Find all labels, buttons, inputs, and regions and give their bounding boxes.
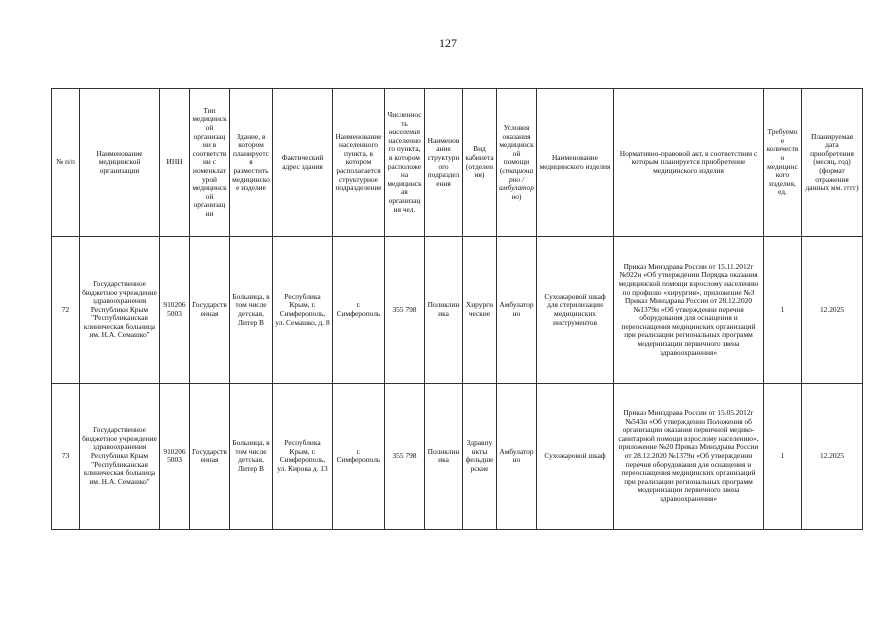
header-settlement: Наименование населенного пункта, в котором располагается структурное подразделение: [333, 89, 385, 237]
cell-legal-act: Приказ Минздрава России от 15.11.2012г №922н «Об утверждении Порядка оказания медицинской помощи взрослому населению по профилю «хирургия», приложение №3 Приказ Минздрава России от 28.12.2020 №1379н «Об утверждении перечня оборудования для оснащения и переоснащения медицинских организаций при реализации региональных программ модернизации первичного звена здравоохранения»: [614, 237, 764, 383]
header-building: Здание, в котором планируется разместить медицинское изделие: [230, 89, 273, 237]
cell-conditions: Амбулаторно: [497, 237, 537, 383]
header-address: Фактический адрес здания: [273, 89, 333, 237]
table-row: [52, 383, 863, 529]
table-header-row: [52, 89, 863, 237]
cell-settlement: г. Симферополь: [333, 237, 385, 383]
header-org-type: Тип медицинской организации в соответствии с номенклатурой медицинской организации: [190, 89, 230, 237]
cell-inn: 9102065003: [160, 237, 190, 383]
header-legal-act: Нормативно-правовой акт, в соответствии с которым планируется приобретение медицинского изделия: [614, 89, 764, 237]
header-quantity: Требуемое количество медицинского изделия, ед.: [764, 89, 802, 237]
cell-quantity: 1: [764, 237, 802, 383]
cell-date: 12.2025: [802, 237, 863, 383]
cell-num: 73: [52, 383, 80, 529]
cell-conditions: Амбулаторно: [497, 383, 537, 529]
header-population-b: населения: [388, 127, 421, 137]
header-inn: ИНН: [160, 89, 190, 237]
table-row: [52, 237, 863, 383]
header-num: № п/п: [52, 89, 80, 237]
cell-org-type: Государственная: [190, 237, 230, 383]
equipment-table: [51, 88, 863, 530]
cell-num: 72: [52, 237, 80, 383]
cell-org-type: Государственная: [190, 383, 230, 529]
cell-department: Поликлиника: [425, 383, 463, 529]
cell-address: Республика Крым, г. Симферополь, ул. Кирова д. 13: [273, 383, 333, 529]
header-population: [385, 89, 425, 237]
header-population-c: населенного пункта, в котором расположена медицинская организация чел.: [387, 135, 422, 214]
cell-population: 355 798: [385, 383, 425, 529]
cell-org-name: Государственное бюджетное учреждение здравоохранения Республики Крым "Республиканская клиническая больница им. Н.А. Семашко": [80, 383, 160, 529]
cell-org-name: Государственное бюджетное учреждение здравоохранения Республики Крым "Республиканская клиническая больница им. Н.А. Семашко": [80, 237, 160, 383]
header-conditions-a: Условия оказания медицинской помощи (: [499, 122, 534, 175]
header-conditions-c: ): [518, 191, 522, 201]
cell-legal-act: Приказ Минздрава России от 15.05.2012г №543н «Об утверждении Положения об организации оказания первичной медико-санитарной помощи взрослому населению», приложение №20 Приказ Минздрава России от 28.12.2020 №1379н «Об утверждении перечня оборудования для оснащения и переоснащения медицинских организаций при реализации региональных программ модернизации первичного звена здравоохранения»: [614, 383, 764, 529]
header-date: Планируемая дата приобретения (месяц, год) (формат отражения данных мм. гггг): [802, 89, 863, 237]
cell-population: 355 798: [385, 237, 425, 383]
cell-building: Больница, в том числе детская, Литер В: [230, 237, 273, 383]
cell-quantity: 1: [764, 383, 802, 529]
header-conditions: [497, 89, 537, 237]
header-population-a: Численность: [387, 110, 422, 128]
header-device: Наименование медицинского изделия: [537, 89, 614, 237]
cell-date: 12.2025: [802, 383, 863, 529]
cell-cabinet: Здравпункты фельдшерские: [463, 383, 497, 529]
cell-building: Больница, в том числе детская, Литер В: [230, 383, 273, 529]
cell-device: Сухожаровой шкаф: [537, 383, 614, 529]
header-department: Наименование структурного подразделения: [425, 89, 463, 237]
cell-device: Сухожаровой шкаф для стерилизации медицинских инструментов: [537, 237, 614, 383]
cell-inn: 9102065003: [160, 383, 190, 529]
cell-cabinet: Хирургические: [463, 237, 497, 383]
header-cabinet: Вид кабинета (отделения): [463, 89, 497, 237]
cell-settlement: г. Симферополь: [333, 383, 385, 529]
cell-department: Поликлиника: [425, 237, 463, 383]
cell-address: Республика Крым, г. Симферополь, ул. Семашко, д. 8: [273, 237, 333, 383]
header-conditions-b: стационарно / амбулаторно: [499, 165, 534, 201]
page-number: 127: [439, 36, 457, 50]
header-org-name: Наименование медицинской организации: [80, 89, 160, 237]
